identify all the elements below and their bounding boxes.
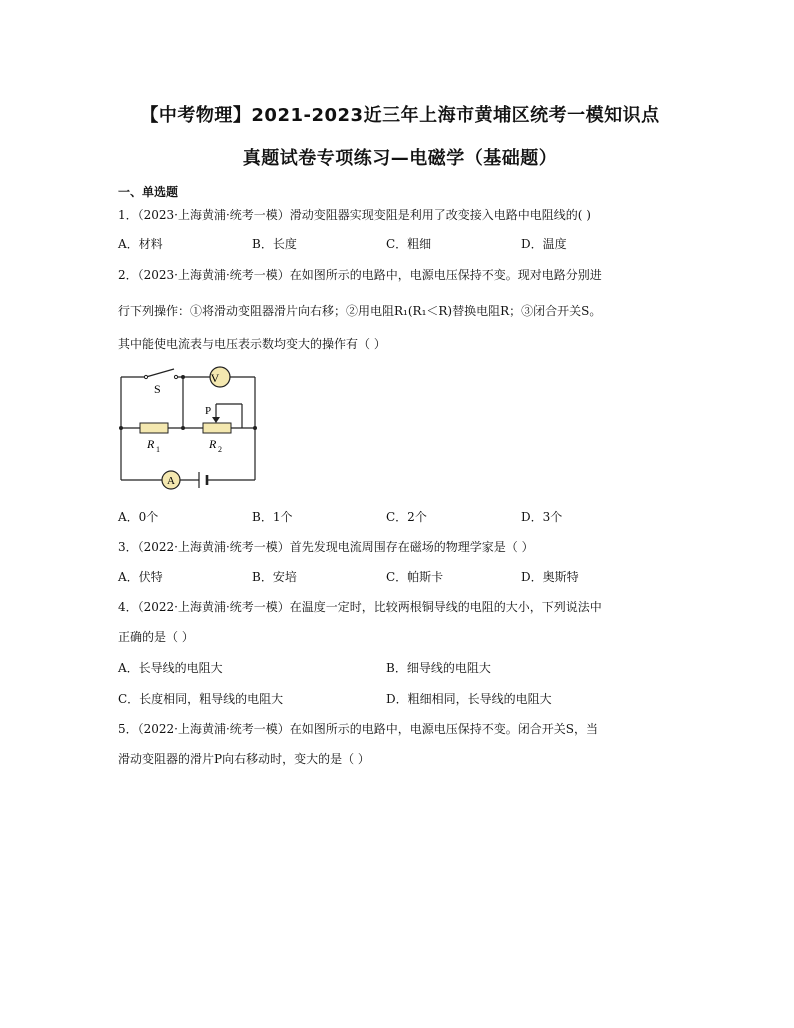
- question-1-text: 1．（2023·上海黄浦·统考一模）滑动变阻器实现变阻是利用了改变接入电路中电阻线的( ): [118, 208, 591, 222]
- r1-subscript: 1: [156, 445, 160, 454]
- r1-label: R: [147, 437, 155, 451]
- question-2-line-1: 2．（2023·上海黄浦·统考一模）在如图所示的电路中，电源电压保持不变。现对电路分别进: [118, 268, 602, 282]
- page-title-line-2: 真题试卷专项练习—电磁学（基础题）: [242, 148, 558, 169]
- q4-option-b: B．细导线的电阻大: [386, 661, 491, 675]
- q4-option-c: C．长度相同，粗导线的电阻大: [118, 692, 284, 706]
- question-4-line-2: 正确的是（ ）: [118, 630, 194, 644]
- q2-option-a: A．0个: [118, 510, 159, 524]
- voltmeter-label: V: [210, 371, 220, 385]
- slider-label: P: [205, 405, 212, 417]
- q3-option-a: A．伏特: [118, 570, 163, 584]
- q2-option-b: B．1个: [252, 510, 293, 524]
- q1-option-a: A．材料: [118, 237, 163, 251]
- r2-label: R: [209, 437, 217, 451]
- q4-option-a: A．长导线的电阻大: [118, 661, 223, 675]
- resistor-r1: [140, 423, 168, 433]
- circuit-diagram: [118, 362, 268, 497]
- q1-option-d: D．温度: [521, 237, 567, 251]
- question-5-line-2: 滑动变阻器的滑片P向右移动时，变大的是（ ）: [118, 752, 370, 766]
- question-4-line-1: 4．（2022·上海黄浦·统考一模）在温度一定时，比较两根铜导线的电阻的大小，下列说法中: [118, 600, 602, 614]
- ammeter-label: A: [167, 475, 175, 487]
- question-5-line-1: 5．（2022·上海黄浦·统考一模）在如图所示的电路中，电源电压保持不变。闭合开关S，当: [118, 722, 599, 736]
- q3-option-d: D．奥斯特: [521, 570, 579, 584]
- rheostat-r2: [203, 423, 231, 433]
- q3-option-b: B．安培: [252, 570, 297, 584]
- q4-option-d: D．粗细相同，长导线的电阻大: [386, 692, 552, 706]
- r2-subscript: 2: [218, 445, 222, 454]
- slider-arrow-icon: [212, 417, 220, 423]
- question-2-line-3: 其中能使电流表与电压表示数均变大的操作有（ ）: [118, 337, 386, 351]
- q2-option-d: D．3个: [521, 510, 563, 524]
- page-title-line-1: 【中考物理】2021-2023近三年上海市黄埔区统考一模知识点: [140, 105, 660, 126]
- q1-option-b: B．长度: [252, 237, 297, 251]
- switch-label: S: [154, 382, 161, 396]
- question-2-line-2: 行下列操作：①将滑动变阻器滑片向右移；②用电阻R₁(R₁＜R)替换电阻R；③闭合开关S。: [118, 304, 602, 318]
- question-3-text: 3．（2022·上海黄浦·统考一模）首先发现电流周围存在磁场的物理学家是（ ）: [118, 540, 534, 554]
- q3-option-c: C．帕斯卡: [386, 570, 444, 584]
- q2-option-c: C．2个: [386, 510, 427, 524]
- q1-option-c: C．粗细: [386, 237, 432, 251]
- section-heading: 一、单选题: [118, 185, 179, 199]
